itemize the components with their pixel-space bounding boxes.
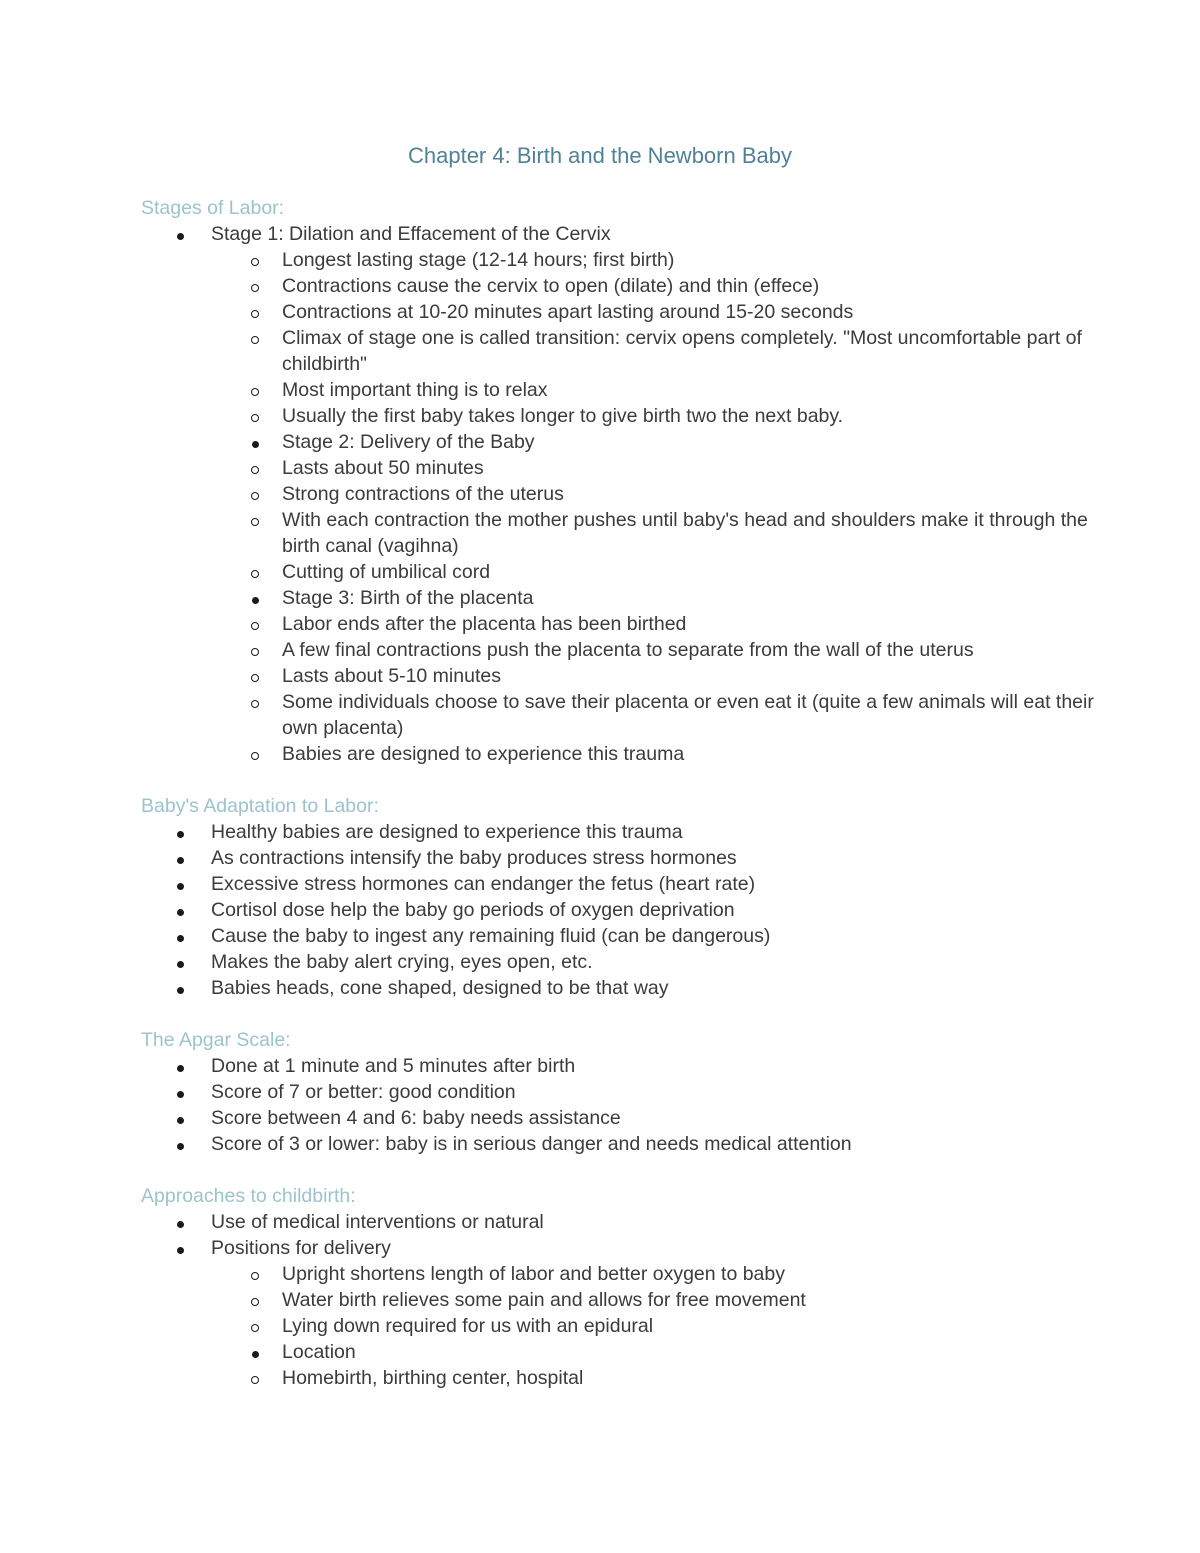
- list-item-text: Stage 2: Delivery of the Baby: [282, 431, 535, 453]
- list-item-text: Score between 4 and 6: baby needs assistance: [211, 1107, 621, 1129]
- list-item-text: Strong contractions of the uterus: [282, 483, 564, 505]
- bullet-circle-icon: [248, 481, 262, 507]
- list-item: [141, 1209, 1101, 1235]
- list-item-text: Lying down required for us with an epidural: [282, 1315, 654, 1337]
- bullet-circle-icon: [248, 1313, 262, 1339]
- list-item: [141, 819, 1101, 845]
- bullet-list: [141, 819, 1101, 1001]
- bullet-disc-icon: [248, 429, 262, 455]
- bullet-list: [141, 221, 1101, 767]
- list-item-text: Score of 7 or better: good condition: [211, 1081, 516, 1103]
- list-item-text: Stage 1: Dilation and Effacement of the Cervix: [211, 223, 611, 245]
- list-item: [141, 1365, 1101, 1391]
- list-item: [141, 221, 1101, 247]
- bullet-disc-icon: [173, 1053, 187, 1079]
- bullet-disc-icon: [173, 221, 187, 247]
- bullet-disc-icon: [173, 1079, 187, 1105]
- list-item-text: Some individuals choose to save their placenta or even eat it (quite a few animals will eat their own placenta): [282, 691, 1094, 739]
- bullet-disc-icon: [173, 871, 187, 897]
- list-item: [141, 455, 1101, 481]
- list-item: [141, 559, 1101, 585]
- bullet-circle-icon: [248, 325, 262, 351]
- list-item: [141, 247, 1101, 273]
- list-item-text: Lasts about 5-10 minutes: [282, 665, 501, 687]
- list-item-text: Cutting of umbilical cord: [282, 561, 491, 583]
- section: [141, 195, 1101, 767]
- bullet-disc-icon: [173, 897, 187, 923]
- list-item-text: Contractions at 10-20 minutes apart lasting around 15-20 seconds: [282, 301, 854, 323]
- bullet-list: [141, 1209, 1101, 1391]
- list-item-text: Upright shortens length of labor and better oxygen to baby: [282, 1263, 785, 1285]
- bullet-circle-icon: [248, 689, 262, 715]
- list-item-text: Babies heads, cone shaped, designed to be that way: [211, 977, 669, 999]
- bullet-disc-icon: [173, 819, 187, 845]
- section-heading: Stages of Labor:: [141, 197, 285, 219]
- list-item-text: Lasts about 50 minutes: [282, 457, 484, 479]
- section: [141, 1027, 1101, 1157]
- list-item: [141, 1287, 1101, 1313]
- list-item-text: Contractions cause the cervix to open (dilate) and thin (effece): [282, 275, 820, 297]
- bullet-circle-icon: [248, 1365, 262, 1391]
- bullet-circle-icon: [248, 637, 262, 663]
- bullet-circle-icon: [248, 403, 262, 429]
- list-item: [141, 299, 1101, 325]
- list-item: [141, 845, 1101, 871]
- section-heading: The Apgar Scale:: [141, 1029, 291, 1051]
- list-item-text: Excessive stress hormones can endanger the fetus (heart rate): [211, 873, 756, 895]
- list-item-text: Done at 1 minute and 5 minutes after birth: [211, 1055, 576, 1077]
- bullet-disc-icon: [173, 975, 187, 1001]
- bullet-circle-icon: [248, 663, 262, 689]
- list-item-text: Cortisol dose help the baby go periods of oxygen deprivation: [211, 899, 735, 921]
- list-item-text: Positions for delivery: [211, 1237, 391, 1259]
- list-item-text: Score of 3 or lower: baby is in serious danger and needs medical attention: [211, 1133, 852, 1155]
- bullet-circle-icon: [248, 299, 262, 325]
- list-item-text: Healthy babies are designed to experience this trauma: [211, 821, 683, 843]
- list-item: [141, 481, 1101, 507]
- bullet-disc-icon: [173, 1209, 187, 1235]
- bullet-disc-icon: [173, 923, 187, 949]
- list-item-text: Homebirth, birthing center, hospital: [282, 1367, 584, 1389]
- list-item: [141, 1235, 1101, 1261]
- bullet-disc-icon: [248, 1339, 262, 1365]
- list-item: [141, 1313, 1101, 1339]
- list-item: [141, 1131, 1101, 1157]
- list-item-text: Use of medical interventions or natural: [211, 1211, 544, 1233]
- list-item: [141, 923, 1101, 949]
- list-item: [141, 689, 1101, 741]
- list-item-text: Most important thing is to relax: [282, 379, 548, 401]
- list-item-text: Cause the baby to ingest any remaining fluid (can be dangerous): [211, 925, 771, 947]
- bullet-disc-icon: [173, 1105, 187, 1131]
- list-item-text: Stage 3: Birth of the placenta: [282, 587, 534, 609]
- list-item-text: With each contraction the mother pushes until baby's head and shoulders make it through the birth canal (vagihna): [282, 509, 1088, 557]
- list-item: [141, 611, 1101, 637]
- list-item: [141, 1261, 1101, 1287]
- list-item: [141, 949, 1101, 975]
- bullet-circle-icon: [248, 455, 262, 481]
- bullet-disc-icon: [173, 1131, 187, 1157]
- list-item: [141, 637, 1101, 663]
- list-item: [141, 429, 1101, 455]
- list-item-text: A few final contractions push the placenta to separate from the wall of the uterus: [282, 639, 974, 661]
- list-item-text: As contractions intensify the baby produces stress hormones: [211, 847, 737, 869]
- bullet-disc-icon: [173, 1235, 187, 1261]
- list-item: [141, 1105, 1101, 1131]
- list-item: [141, 975, 1101, 1001]
- list-item: [141, 1079, 1101, 1105]
- list-item: [141, 741, 1101, 767]
- bullet-circle-icon: [248, 741, 262, 767]
- bullet-circle-icon: [248, 559, 262, 585]
- section-heading: Baby's Adaptation to Labor:: [141, 795, 379, 817]
- list-item-text: Longest lasting stage (12-14 hours; first birth): [282, 249, 675, 271]
- list-item-text: Babies are designed to experience this trauma: [282, 743, 685, 765]
- list-item-text: Labor ends after the placenta has been birthed: [282, 613, 687, 635]
- list-item: [141, 507, 1101, 559]
- list-item: [141, 377, 1101, 403]
- bullet-disc-icon: [173, 949, 187, 975]
- list-item-text: Climax of stage one is called transition: cervix opens completely. "Most uncomfortable part of childbirth": [282, 327, 1082, 375]
- list-item-text: Usually the first baby takes longer to give birth two the next baby.: [282, 405, 844, 427]
- bullet-circle-icon: [248, 273, 262, 299]
- bullet-disc-icon: [248, 585, 262, 611]
- list-item: [141, 585, 1101, 611]
- section-heading: Approaches to childbirth:: [141, 1185, 356, 1207]
- list-item-text: Water birth relieves some pain and allows for free movement: [282, 1289, 806, 1311]
- list-item: [141, 897, 1101, 923]
- bullet-circle-icon: [248, 377, 262, 403]
- bullet-circle-icon: [248, 1261, 262, 1287]
- section: [141, 1183, 1101, 1391]
- list-item: [141, 1053, 1101, 1079]
- bullet-circle-icon: [248, 1287, 262, 1313]
- list-item: [141, 1339, 1101, 1365]
- bullet-disc-icon: [173, 845, 187, 871]
- bullet-circle-icon: [248, 507, 262, 533]
- list-item-text: Location: [282, 1341, 356, 1363]
- section: [141, 793, 1101, 1001]
- list-item: [141, 663, 1101, 689]
- bullet-circle-icon: [248, 247, 262, 273]
- document-body: [141, 195, 1101, 1417]
- list-item: [141, 273, 1101, 299]
- list-item: [141, 325, 1101, 377]
- list-item: [141, 403, 1101, 429]
- bullet-circle-icon: [248, 611, 262, 637]
- bullet-list: [141, 1053, 1101, 1157]
- list-item: [141, 871, 1101, 897]
- list-item-text: Makes the baby alert crying, eyes open, etc.: [211, 951, 593, 973]
- page-title: Chapter 4: Birth and the Newborn Baby: [407, 143, 792, 168]
